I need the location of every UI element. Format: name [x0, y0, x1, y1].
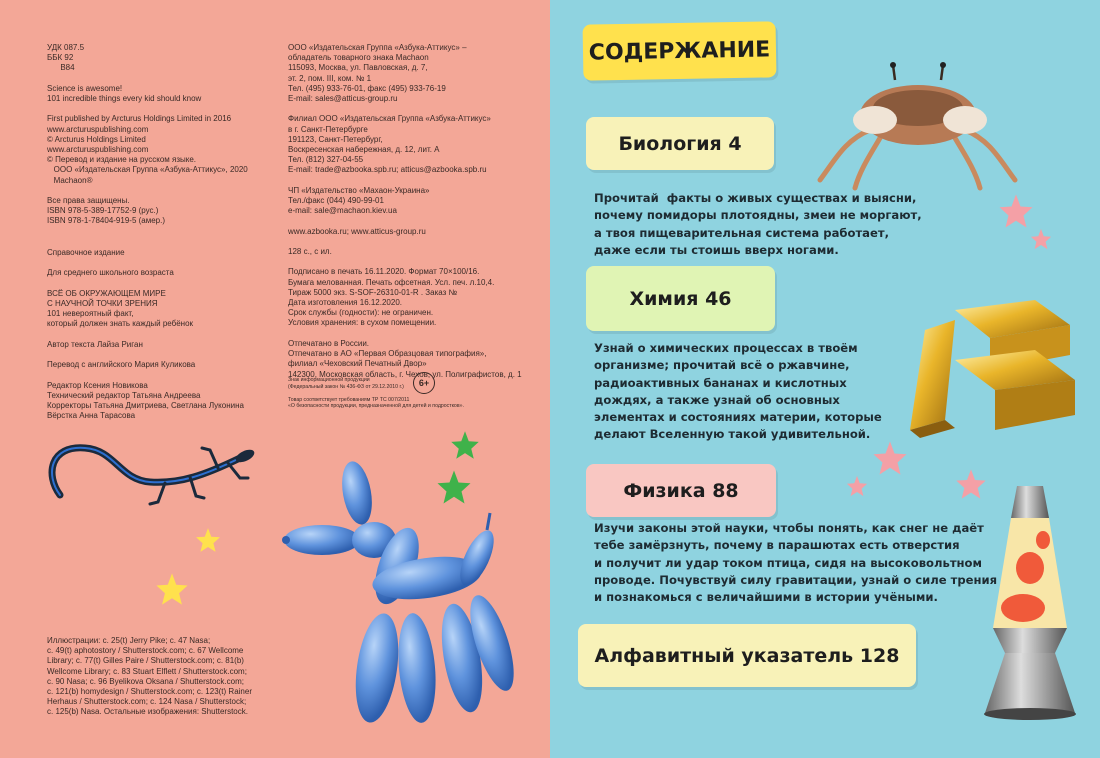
product-sign-info: Знак информационной продукции (Федеральный закон № 436-ФЗ от 29.12.2010 г.) Товар соответствует требованиям ТР ТС 007/2011 «О безопасности продукции, предназначенной для детей и подростков».	[288, 377, 464, 410]
star-icon	[450, 430, 480, 460]
star-icon	[195, 527, 221, 553]
age-rating-badge: 6+	[413, 372, 435, 394]
gold-bars-illustration	[885, 290, 1085, 440]
biology-description: Прочитай факты о живых существах и выясни, почему помидоры плотоядны, змеи не моргают, а твоя пищеварительная система работает, даже если ты стоишь вверх ногами.	[594, 191, 922, 257]
section-physics[interactable]: Физика 88	[586, 464, 776, 517]
lizard-illustration	[40, 420, 270, 540]
section-index[interactable]: Алфавитный указатель 128	[578, 624, 916, 687]
contents-title: СОДЕРЖАНИЕ	[583, 21, 777, 80]
star-icon	[155, 572, 189, 606]
star-icon	[998, 193, 1034, 229]
chemistry-description: Узнай о химических процессах в твоём организме; прочитай всё о ржавчине, радиоактивных бананах и кислотных дождях, а также узнай об основных элементах и состояниях материи, которые делают Вселенную такой удивительной.	[594, 341, 882, 442]
star-icon	[1030, 228, 1052, 250]
physics-description: Изучи законы этой науки, чтобы понять, как снег не даёт тебе замёрзнуть, почему в парашютах есть отверстия и получит ли удар током птица, сидя на высоковольтном проводе. Почувствуй силу гравитации, узнай о силе трения и познакомься с величайшими в истории учёными.	[594, 521, 998, 605]
section-biology[interactable]: Биология 4	[586, 117, 774, 170]
lava-lamp-illustration	[975, 478, 1085, 728]
crab-illustration	[815, 60, 1020, 190]
star-icon	[846, 475, 868, 497]
imprint-column-2: ООО «Издательская Группа «Азбука-Аттикус» – обладатель товарного знака Machaon 115093, Москва, ул. Павловская, д. 7, эт. 2, пом. III, ком. № 1 Тел. (495) 933-76-01, факс (495) 933-76-19 E-mail: sales@atticus-group.ru Филиал ООО «Издательская Группа «Азбука-Аттикус» в г. Санкт-Петербурге 191123, Санкт-Петербург, Воскресенская набережная, д. 12, лит. А Тел. (812) 327-04-55 E-mail: trade@azbooka.spb.ru; atticus@azbooka.spb.ru ЧП «Издательство «Махаон-Украина» Тел./факс (044) 490-99-01 e-mail: sale@machaon.kiev.ua www.azbooka.ru; www.atticus-group.ru 128 с., с ил. Подписано в печать 16.11.2020. Формат 70×100/16. Бумага мелованная. Печать офсетная. Усл. печ. л.10,4. Тираж 5000 экз. S-SOF-26310-01-R . Заказ № Дата изготовления 16.12.2020. Срок службы (годности): не ограничен. Условия хранения: в сухом помещении. Отпечатано в России. Отпечатано в АО «Первая Образцовая типография», филиал «Чеховский Печатный Двор» 142300, Московская область, г. Чехов, ул. Полиграфистов, д. 1	[288, 43, 522, 379]
imprint-column-1: УДК 087.5 ББК 92 В84 Science is awesome! 101 incredible things every kid should know First published by Arcturus Holdings Limited in 2016 www.arcturuspublishing.com © Arcturus Holdings Limited www.arcturuspublishing.com © Перевод и издание на русском языке. ООО «Издательская Группа «Азбука-Аттикус», 2020 Machaon® Все права защищены. ISBN 978-5-389-17752-9 (рус.) ISBN 978-1-78404-919-5 (амер.)	[47, 43, 248, 226]
section-chemistry[interactable]: Химия 46	[586, 266, 775, 331]
imprint-column-1b: Справочное издание Для среднего школьного возраста ВСЁ ОБ ОКРУЖАЮЩЕМ МИРЕ С НАУЧНОЙ ТОЧКИ ЗРЕНИЯ 101 невероятный факт, который должен знать каждый ребёнок Автор текста Лайза Риган Перевод с английского Мария Куликова Редактор Ксения Новикова Технический редактор Татьяна Андреева Корректоры Татьяна Дмитриева, Светлана Луконина Вёрстка Анна Тарасова	[47, 248, 244, 421]
balloon-dog-illustration	[282, 468, 512, 738]
illustration-credits: Иллюстрации: с. 25(t) Jerry Pike; с. 47 Nasa; с. 49(t) aphotostory / Shutterstock.com; с. 67 Wellcome Library; с. 77(t) Gilles Paire / Shutterstock.com; с. 81(b) Wellcome Library; с. 83 Stuart Elflett / Shutterstock.com; с. 90 Nasa; с. 96 Byelikova Oksana / Shutterstock.com; с. 121(b) homydesign / Shutterstock.com; с. 123(t) Rainer Herhaus / Shutterstock.com; с. 124 Nasa / Shutterstock; с. 125(b) Nasa. Остальные изображения: Shutterstock.	[47, 636, 252, 717]
star-icon	[872, 440, 908, 476]
star-icon	[436, 469, 472, 505]
